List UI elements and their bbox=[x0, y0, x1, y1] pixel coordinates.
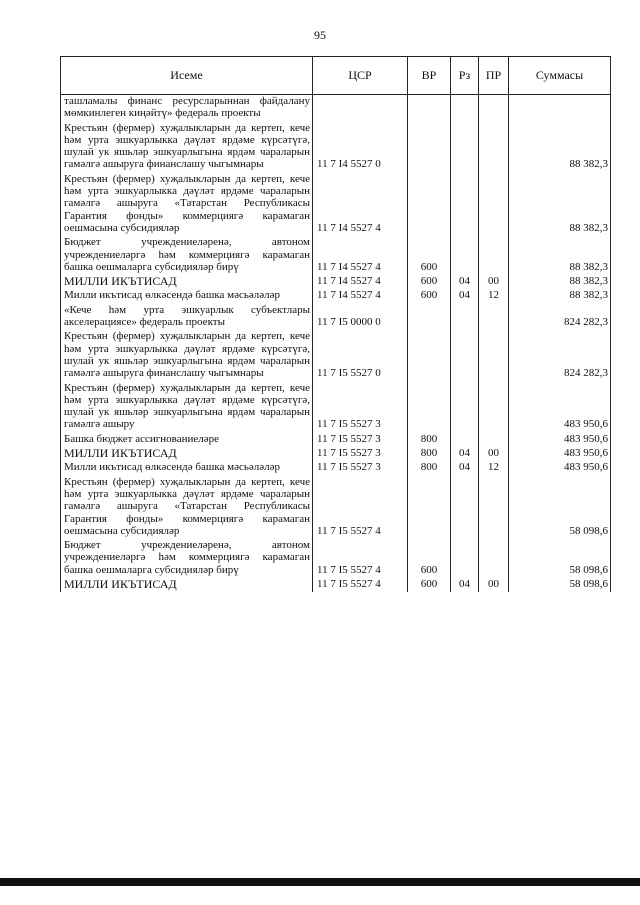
cell-vr bbox=[408, 95, 451, 122]
cell-rz: 04 bbox=[451, 275, 479, 289]
cell-pr bbox=[479, 304, 509, 331]
table-row bbox=[61, 382, 611, 433]
cell-name: Крестьян (фермер) хуҗалыкларын да кертеп, кече һәм урта эшкуарлыкка дәүләт ярдәме чараларын гамәлгә ашыруга «Татарстан Республикасы Гарантия фонды» коммерциягә карамаган оешмасына субсидияләр bbox=[61, 476, 313, 539]
cell-sum: 88 382,3 bbox=[509, 236, 611, 275]
cell-name: МИЛЛИ ИКЪТИСАД bbox=[61, 275, 313, 289]
cell-name: Бюджет учреждениеләренә, автоном учреждениеләргә һәм коммерциягә карамаган башка оешмаларга субсидияләр бирү bbox=[61, 539, 313, 578]
cell-vr: 600 bbox=[408, 236, 451, 275]
cell-vr: 600 bbox=[408, 289, 451, 303]
cell-name: Милли икътисад өлкәсендә башка мәсьәләләр bbox=[61, 461, 313, 475]
table-row bbox=[61, 476, 611, 539]
cell-sum: 483 950,6 bbox=[509, 433, 611, 447]
cell-sum: 483 950,6 bbox=[509, 382, 611, 433]
cell-vr bbox=[408, 304, 451, 331]
table-row bbox=[61, 447, 611, 461]
table-row bbox=[61, 433, 611, 447]
cell-pr bbox=[479, 330, 509, 381]
cell-pr: 12 bbox=[479, 289, 509, 303]
cell-pr bbox=[479, 382, 509, 433]
cell-vr bbox=[408, 122, 451, 173]
cell-csr: 11 7 I5 5527 0 bbox=[313, 330, 408, 381]
cell-sum: 824 282,3 bbox=[509, 304, 611, 331]
table-row bbox=[61, 304, 611, 331]
cell-vr: 800 bbox=[408, 447, 451, 461]
cell-rz bbox=[451, 539, 479, 578]
cell-csr bbox=[313, 95, 408, 122]
table-body bbox=[61, 95, 611, 593]
cell-name: МИЛЛИ ИКЪТИСАД bbox=[61, 578, 313, 592]
cell-pr: 12 bbox=[479, 461, 509, 475]
budget-table bbox=[60, 56, 611, 592]
cell-pr bbox=[479, 95, 509, 122]
cell-name: Крестьян (фермер) хуҗалыкларын да кертеп, кече һәм урта эшкуарлыкка дәүләт ярдәме күрсәтүгә, шулай ук яшьләр эшкуарлыгына ярдәм чараларын гамәлгә ашыруга финанслашу чыгымнары bbox=[61, 330, 313, 381]
cell-rz: 04 bbox=[451, 461, 479, 475]
cell-csr: 11 7 I4 5527 0 bbox=[313, 122, 408, 173]
cell-csr: 11 7 I5 5527 3 bbox=[313, 433, 408, 447]
cell-csr: 11 7 I4 5527 4 bbox=[313, 275, 408, 289]
header-pr: ПР bbox=[479, 57, 509, 95]
header-rz: Рз bbox=[451, 57, 479, 95]
cell-pr: 00 bbox=[479, 578, 509, 592]
header-sum: Суммасы bbox=[509, 57, 611, 95]
cell-name: ташламалы финанс ресурсларыннан файдалану мөмкинлеген киңәйтү» федераль проекты bbox=[61, 95, 313, 122]
cell-rz bbox=[451, 236, 479, 275]
cell-sum: 88 382,3 bbox=[509, 173, 611, 236]
cell-rz bbox=[451, 433, 479, 447]
cell-csr: 11 7 I5 5527 3 bbox=[313, 461, 408, 475]
table-row bbox=[61, 275, 611, 289]
cell-vr bbox=[408, 382, 451, 433]
cell-rz: 04 bbox=[451, 578, 479, 592]
page-number: 95 bbox=[314, 28, 326, 42]
cell-sum: 483 950,6 bbox=[509, 461, 611, 475]
cell-csr: 11 7 I5 0000 0 bbox=[313, 304, 408, 331]
table-row bbox=[61, 236, 611, 275]
cell-sum: 58 098,6 bbox=[509, 476, 611, 539]
cell-rz bbox=[451, 330, 479, 381]
cell-rz: 04 bbox=[451, 447, 479, 461]
cell-sum: 88 382,3 bbox=[509, 275, 611, 289]
cell-name: «Кече һәм урта эшкуарлык субъектлары акселерациясе» федераль проекты bbox=[61, 304, 313, 331]
cell-csr: 11 7 I5 5527 4 bbox=[313, 476, 408, 539]
cell-csr: 11 7 I4 5527 4 bbox=[313, 173, 408, 236]
cell-vr bbox=[408, 173, 451, 236]
cell-name: Милли икътисад өлкәсендә башка мәсьәләләр bbox=[61, 289, 313, 303]
cell-vr bbox=[408, 330, 451, 381]
cell-pr bbox=[479, 433, 509, 447]
cell-pr bbox=[479, 173, 509, 236]
cell-vr bbox=[408, 476, 451, 539]
cell-pr: 00 bbox=[479, 447, 509, 461]
cell-pr bbox=[479, 236, 509, 275]
cell-vr: 600 bbox=[408, 578, 451, 592]
cell-rz: 04 bbox=[451, 289, 479, 303]
table-row bbox=[61, 289, 611, 303]
cell-sum: 88 382,3 bbox=[509, 289, 611, 303]
table-row bbox=[61, 173, 611, 236]
cell-name: Крестьян (фермер) хуҗалыкларын да кертеп, кече һәм урта эшкуарлыкка дәүләт ярдәме күрсәтүгә, шулай ук яшьләр эшкуарлыгына ярдәм чараларын гамәлгә ашыру bbox=[61, 382, 313, 433]
table-row bbox=[61, 95, 611, 122]
cell-rz bbox=[451, 173, 479, 236]
cell-sum: 824 282,3 bbox=[509, 330, 611, 381]
cell-csr: 11 7 I5 5527 3 bbox=[313, 382, 408, 433]
cell-vr: 600 bbox=[408, 539, 451, 578]
table-row bbox=[61, 461, 611, 475]
cell-sum: 483 950,6 bbox=[509, 447, 611, 461]
table-row bbox=[61, 578, 611, 592]
cell-name: Бюджет учреждениеләренә, автоном учреждениеләргә һәм коммерциягә карамаган башка оешмаларга субсидияләр бирү bbox=[61, 236, 313, 275]
cell-pr bbox=[479, 122, 509, 173]
header-vr: ВР bbox=[408, 57, 451, 95]
table-row bbox=[61, 122, 611, 173]
cell-vr: 800 bbox=[408, 433, 451, 447]
cell-rz bbox=[451, 476, 479, 539]
cell-sum: 58 098,6 bbox=[509, 539, 611, 578]
cell-csr: 11 7 I5 5527 4 bbox=[313, 539, 408, 578]
cell-pr bbox=[479, 539, 509, 578]
cell-name: Башка бюджет ассигнованиеләре bbox=[61, 433, 313, 447]
table-header-row bbox=[61, 57, 611, 95]
cell-csr: 11 7 I5 5527 3 bbox=[313, 447, 408, 461]
cell-vr: 600 bbox=[408, 275, 451, 289]
cell-csr: 11 7 I4 5527 4 bbox=[313, 236, 408, 275]
header-name: Исеме bbox=[61, 57, 313, 95]
cell-csr: 11 7 I4 5527 4 bbox=[313, 289, 408, 303]
cell-name: Крестьян (фермер) хуҗалыкларын да кертеп, кече һәм урта эшкуарлыкка дәүләт ярдәме күрсәтүгә, шулай ук яшьләр эшкуарлыгына ярдәм чараларын гамәлгә ашыруга финанслашу чыгымнары bbox=[61, 122, 313, 173]
table-row bbox=[61, 539, 611, 578]
cell-pr bbox=[479, 476, 509, 539]
cell-name: МИЛЛИ ИКЪТИСАД bbox=[61, 447, 313, 461]
cell-sum: 88 382,3 bbox=[509, 122, 611, 173]
cell-sum bbox=[509, 95, 611, 122]
cell-rz bbox=[451, 304, 479, 331]
header-csr: ЦСР bbox=[313, 57, 408, 95]
cell-rz bbox=[451, 382, 479, 433]
cell-sum: 58 098,6 bbox=[509, 578, 611, 592]
cell-rz bbox=[451, 95, 479, 122]
cell-name: Крестьян (фермер) хуҗалыкларын да кертеп, кече һәм урта эшкуарлыкка дәүләт ярдәме чараларын гамәлгә ашыруга «Татарстан Республикасы Гарантия фонды» коммерциягә карамаган оешмасына субсидияләр bbox=[61, 173, 313, 236]
cell-vr: 800 bbox=[408, 461, 451, 475]
table-row bbox=[61, 330, 611, 381]
scan-edge-line bbox=[0, 878, 640, 886]
cell-csr: 11 7 I5 5527 4 bbox=[313, 578, 408, 592]
cell-rz bbox=[451, 122, 479, 173]
cell-pr: 00 bbox=[479, 275, 509, 289]
